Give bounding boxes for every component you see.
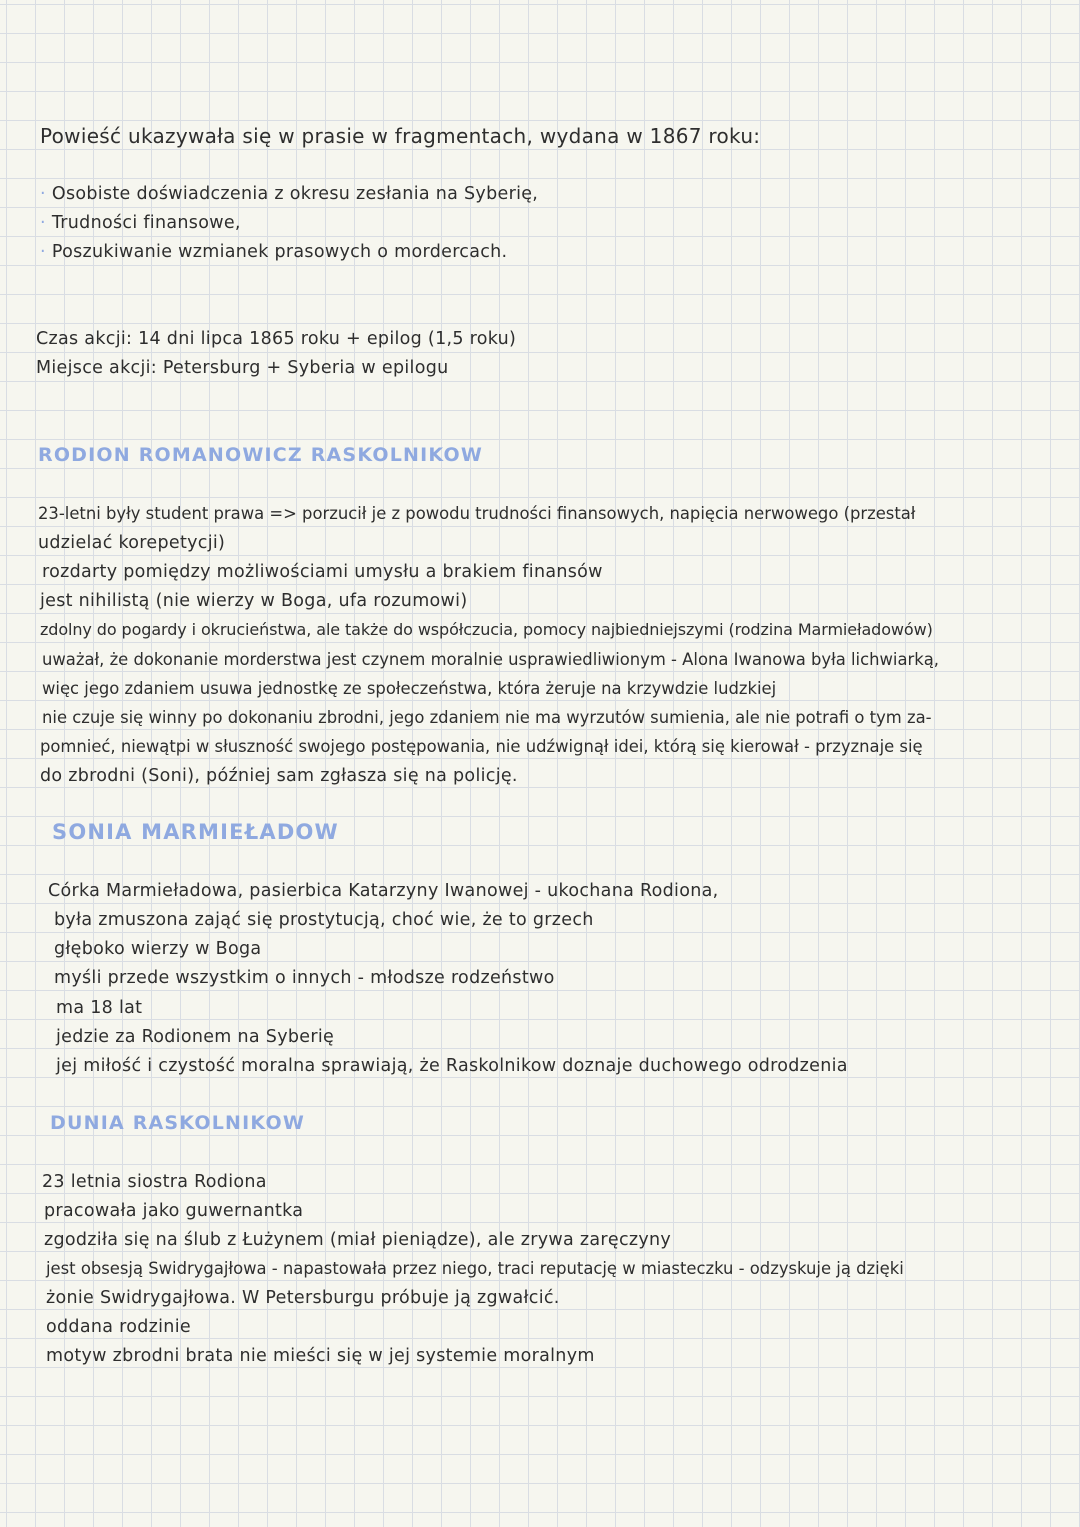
bullet-text: Trudności finansowe, [51, 213, 241, 233]
bullet-text: Poszukiwanie wzmianek prasowych o mordercach. [51, 242, 508, 262]
bullet-dot-icon: · [40, 184, 46, 204]
sonia-line: jedzie za Rodionem na Syberię [56, 1027, 335, 1047]
section-heading-rodion: RODION ROMANOWICZ RASKOLNIKOW [38, 444, 483, 466]
sonia-line: jej miłość i czystość moralna sprawiają, że Raskolnikow doznaje duchowego odrodzenia [56, 1056, 848, 1076]
dunia-line: jest obsesją Swidrygajłowa - napastowała przez niego, traci reputację w miasteczku - odzyskuje ją dzięki [46, 1259, 904, 1278]
section-heading-sonia: SONIA MARMIEŁADOW [52, 820, 339, 844]
rodion-line: 23-letni były student prawa => porzucił je z powodu trudności finansowych, napięcia nerwowego (przestał [38, 504, 916, 523]
rodion-line: zdolny do pogardy i okrucieństwa, ale także do współczucia, pomocy najbiedniejszymi (rodzina Marmieładowów) [40, 620, 933, 639]
setting-place: Miejsce akcji: Petersburg + Syberia w epilogu [36, 358, 449, 378]
rodion-line: uważał, że dokonanie morderstwa jest czynem moralnie usprawiedliwionym - Alona Iwanowa była lichwiarką, [42, 650, 939, 669]
intro-line: Powieść ukazywała się w prasie w fragmentach, wydana w 1867 roku: [40, 124, 761, 148]
intro-bullet-3 [40, 240, 507, 264]
bullet-dot-icon: · [40, 213, 46, 233]
intro-bullet-2 [40, 211, 241, 235]
sonia-line: Córka Marmieładowa, pasierbica Katarzyny Iwanowej - ukochana Rodiona, [48, 881, 719, 901]
dunia-line: 23 letnia siostra Rodiona [42, 1172, 267, 1192]
intro-bullet-1 [40, 182, 538, 206]
dunia-line: motyw zbrodni brata nie mieści się w jej systemie moralnym [46, 1346, 595, 1366]
dunia-line: zgodziła się na ślub z Łużynem (miał pieniądze), ale zrywa zaręczyny [44, 1230, 672, 1250]
section-heading-dunia: DUNIA RASKOLNIKOW [50, 1112, 305, 1134]
dunia-line: oddana rodzinie [46, 1317, 191, 1337]
rodion-line: nie czuje się winny po dokonaniu zbrodni, jego zdaniem nie ma wyrzutów sumienia, ale nie potrafi o tym za- [42, 708, 932, 727]
setting-time: Czas akcji: 14 dni lipca 1865 roku + epilog (1,5 roku) [36, 329, 517, 349]
rodion-line: do zbrodni (Soni), później sam zgłasza się na policję. [40, 766, 518, 786]
bullet-dot-icon: · [40, 242, 46, 262]
sonia-line: głęboko wierzy w Boga [54, 939, 262, 959]
dunia-line: pracowała jako guwernantka [44, 1201, 304, 1221]
dunia-line: żonie Swidrygajłowa. W Petersburgu próbuje ją zgwałcić. [46, 1288, 560, 1308]
sonia-line: ma 18 lat [56, 998, 143, 1018]
sonia-line: była zmuszona zająć się prostytucją, choć wie, że to grzech [54, 910, 594, 930]
rodion-line: rozdarty pomiędzy możliwościami umysłu a brakiem finansów [42, 562, 603, 582]
rodion-line: pomnieć, niewątpi w słuszność swojego postępowania, nie udźwignął idei, którą się kierował - przyznaje się [40, 737, 923, 756]
rodion-line: udzielać korepetycji) [38, 533, 226, 553]
rodion-line: jest nihilistą (nie wierzy w Boga, ufa rozumowi) [40, 591, 468, 611]
sonia-line: myśli przede wszystkim o innych - młodsze rodzeństwo [54, 968, 555, 988]
rodion-line: więc jego zdaniem usuwa jednostkę ze społeczeństwa, która żeruje na krzywdzie ludzkiej [42, 679, 777, 698]
bullet-text: Osobiste doświadczenia z okresu zesłania na Syberię, [51, 184, 539, 204]
